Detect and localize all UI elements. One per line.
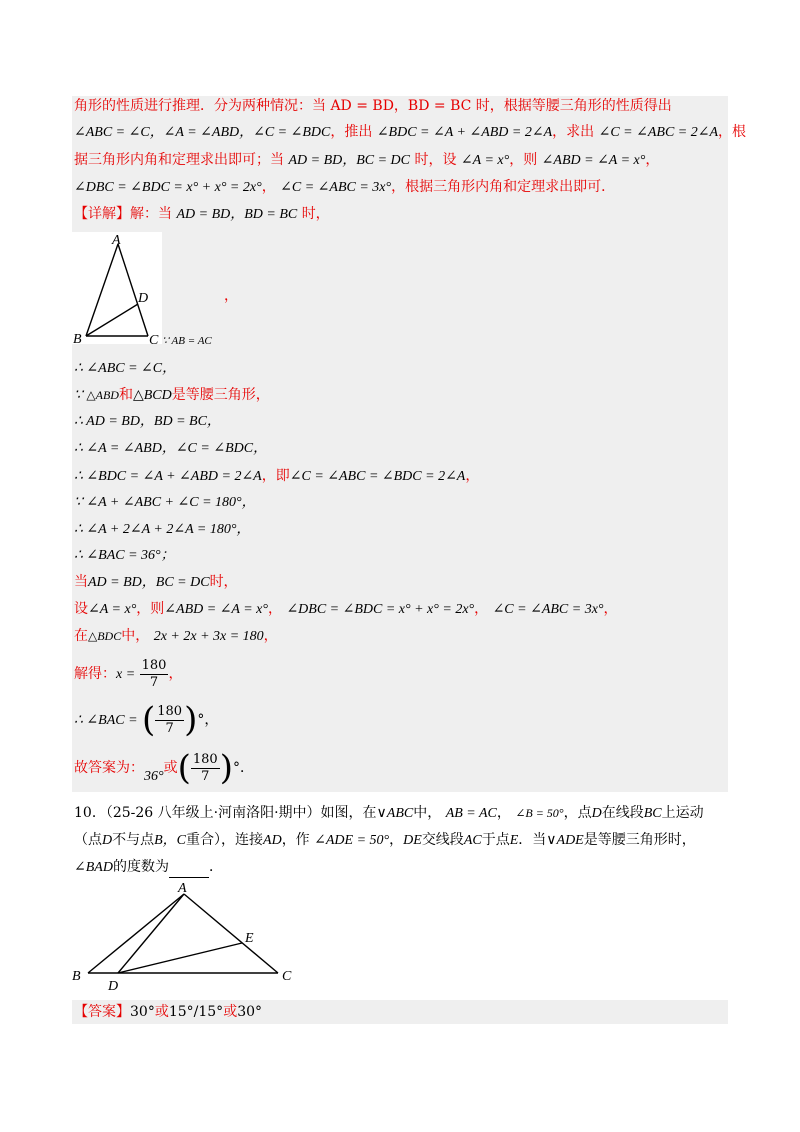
analysis-text: ，则 <box>509 152 538 168</box>
math-expr: ∴ ∠A = ∠ABD，∠C = ∠BDC， <box>74 441 268 456</box>
detail-text: ， <box>267 601 282 617</box>
detail-step-4 <box>74 438 267 459</box>
detail-text: 当 <box>74 574 88 590</box>
math-expr: AD = BD，BD = BC <box>176 207 298 222</box>
detail-text: 和 <box>118 387 133 403</box>
math-expr: ∴ ∠A + 2∠A + 2∠A = 180°， <box>74 522 251 537</box>
left-paren: ( <box>177 748 191 788</box>
figure-comma: ， <box>224 288 238 304</box>
answer-value: 15°/15° <box>168 1004 224 1020</box>
detail-text: 时， <box>301 206 330 222</box>
detail-text: ， <box>465 468 480 484</box>
question-text: ， <box>496 805 511 821</box>
math-expr: ∠ADE = 50° <box>314 833 390 848</box>
answer-text: 或 <box>154 1004 169 1020</box>
detail-text: ， <box>168 666 183 682</box>
detail-step-3 <box>74 411 221 432</box>
answer-value: 30° <box>237 1004 263 1020</box>
analysis-text: 据三角形内角和定理求出即可；当 <box>74 152 284 168</box>
math-expr: ∠BDC = ∠A + ∠ABD = 2∠A <box>376 125 553 140</box>
question-text: 交线段 <box>421 832 464 848</box>
detail-step-1 <box>74 358 176 379</box>
vertex-c-label: C <box>282 969 292 984</box>
math-expr: x = <box>116 667 136 682</box>
detail-text: 时， <box>209 574 238 590</box>
math-expr: ∠C = ∠ABC = 3x° <box>280 180 392 195</box>
left-paren: ( <box>141 700 156 740</box>
math-expr: °． <box>232 760 254 776</box>
question-text: 重合），连接 <box>186 832 264 848</box>
analysis-line-4 <box>74 177 615 198</box>
analysis-text: ，推出 <box>330 124 373 140</box>
segment-ad <box>118 894 184 973</box>
math-expr: ∵ ∠A + ∠ABC + ∠C = 180°， <box>74 495 256 510</box>
detail-step-11 <box>74 626 278 647</box>
analysis-line-2 <box>74 122 746 143</box>
fraction-180-7 <box>140 658 169 691</box>
fraction-denominator: 7 <box>149 674 159 690</box>
math-expr: ∠C = ∠ABC = 3x° <box>492 602 604 617</box>
math-expr: AC <box>463 833 482 848</box>
analysis-text: ，求出 <box>552 124 595 140</box>
math-expr: ∴ ∠ABC = ∠C， <box>74 361 177 376</box>
math-expr: ∴ ∠BAC = 36°； <box>74 548 175 563</box>
analysis-text: 时，设 <box>414 152 457 168</box>
detail-text: 中， <box>121 628 150 644</box>
detail-text: 故答案为： <box>74 760 144 776</box>
question-text: 在线段 <box>601 805 644 821</box>
math-expr: ∴ AD = BD，BD = BC， <box>74 414 221 429</box>
triangle-figure-1 <box>72 232 162 344</box>
detail-step-6 <box>74 492 256 513</box>
triangle-figure-2 <box>70 880 300 992</box>
detail-text: 在 <box>74 628 88 644</box>
detail-text: ，则 <box>136 601 165 617</box>
question-text: （点 <box>74 832 102 848</box>
analysis-text: ，根 <box>718 124 747 140</box>
question-text: ．当 <box>518 832 547 848</box>
detail-step-12 <box>74 656 182 693</box>
detail-text: 解得： <box>74 666 116 682</box>
math-expr: △ABD <box>86 388 119 402</box>
analysis-text: ， <box>645 152 660 168</box>
answer-text: 或 <box>223 1004 238 1020</box>
detail-label: 【详解】 <box>74 206 130 222</box>
vertex-c-label: C <box>149 333 159 344</box>
math-expr: 2x + 2x + 3x = 180 <box>153 629 264 644</box>
math-expr: E <box>509 833 519 848</box>
fraction-numerator: 180 <box>192 751 218 767</box>
side-ab <box>86 244 118 336</box>
math-expr: AD <box>263 833 282 848</box>
detail-text: 是等腰三角形， <box>171 387 270 403</box>
fraction-denominator: 7 <box>165 720 174 736</box>
detail-text: 或 <box>163 760 178 776</box>
math-expr: ∠DBC = ∠BDC = x° + x° = 2x° <box>286 602 475 617</box>
answer-value: 30° <box>130 1004 155 1020</box>
math-expr: ∨ABC <box>376 806 414 821</box>
detail-text: ， <box>263 628 278 644</box>
analysis-text: ， <box>261 179 276 195</box>
fraction-180-7 <box>155 704 184 737</box>
question-10-line-1 <box>74 803 704 824</box>
question-text: ，点 <box>563 805 592 821</box>
math-expr: ∠B = 50° <box>515 806 564 820</box>
math-expr: DE <box>403 833 422 848</box>
detail-step-7 <box>74 519 250 540</box>
math-expr: △BCD <box>132 388 172 403</box>
detail-text: 解：当 <box>130 206 172 222</box>
question-text: 于点 <box>481 832 510 848</box>
triangle-abc-diagram <box>72 232 162 344</box>
math-expr: ∵ <box>74 388 87 403</box>
math-expr: ∠C = ∠ABC = ∠BDC = 2∠A <box>289 469 466 484</box>
vertex-d-label: D <box>108 979 119 992</box>
because-ab-ac: ∵ AB = AC <box>162 335 212 347</box>
detail-step-10 <box>74 599 618 620</box>
answer-line <box>74 1002 262 1022</box>
detail-step-13 <box>74 700 218 741</box>
math-expr: °， <box>197 712 219 728</box>
math-expr: ∠DBC = ∠BDC = x° + x° = 2x° <box>74 180 262 195</box>
vertex-e-label: E <box>245 931 254 946</box>
question-10-line-3 <box>74 857 223 878</box>
side-ac <box>184 894 278 973</box>
vertex-d-label: D <box>138 291 149 306</box>
math-expr: ∠A = x° <box>460 153 510 168</box>
detail-text: ， <box>474 601 489 617</box>
math-expr: ∠BAD <box>74 860 113 875</box>
detail-text: ， <box>603 601 618 617</box>
question-text: ． <box>208 859 223 875</box>
math-expr: ∴ ∠BDC = ∠A + ∠ABD = 2∠A <box>74 469 262 484</box>
question-text: 是等腰三角形时， <box>583 832 696 848</box>
detail-step-8 <box>74 545 175 566</box>
math-expr: B，C <box>154 833 187 848</box>
math-expr: ∨ADE <box>546 833 584 848</box>
detail-step-9 <box>74 572 238 593</box>
detail-final-answer <box>74 748 254 789</box>
vertex-a-label: A <box>178 881 187 896</box>
segment-de <box>118 943 242 973</box>
question-text: 上运动 <box>661 805 704 821</box>
question-text: ， <box>389 832 404 848</box>
question-text: 中， <box>413 805 442 821</box>
math-expr: △BDC <box>88 629 122 643</box>
fraction-numerator: 180 <box>141 657 167 673</box>
math-expr: ∠A = x° <box>88 602 137 617</box>
detail-heading <box>74 204 330 225</box>
math-expr: ∠C = ∠ABC = 2∠A <box>598 125 719 140</box>
math-expr: AD = BD，BC = DC <box>288 153 411 168</box>
math-expr: ∠ABD = ∠A = x° <box>164 602 268 617</box>
fraction-denominator: 7 <box>201 768 210 784</box>
fraction-180-7 <box>191 752 220 785</box>
vertex-a-label: A <box>112 233 121 248</box>
detail-step-5 <box>74 466 479 487</box>
triangle-ade-diagram <box>70 880 300 992</box>
fraction-numerator: 180 <box>157 703 183 719</box>
question-text: 不与点 <box>112 832 155 848</box>
vertex-b-label: B <box>73 332 82 344</box>
math-expr: D <box>102 833 113 848</box>
math-expr: ∴ ∠BAC = <box>74 713 138 728</box>
answer-blank[interactable] <box>169 863 209 878</box>
detail-text: ，即 <box>261 468 290 484</box>
math-expr: D <box>591 806 602 821</box>
analysis-line-1 <box>74 96 672 116</box>
side-ac <box>118 244 148 336</box>
segment-bd <box>86 304 138 336</box>
math-expr: ∠ABD = ∠A = x° <box>541 153 646 168</box>
vertex-b-label: B <box>72 969 81 984</box>
right-paren: ) <box>219 748 233 788</box>
question-text: 10．（25-26 八年级上·河南洛阳·期中）如图，在 <box>74 805 377 821</box>
question-text: 的度数为 <box>112 859 169 875</box>
math-expr: AB = AC <box>445 806 497 821</box>
analysis-line-3 <box>74 150 659 171</box>
right-paren: ) <box>184 700 198 740</box>
analysis-text: ，根据三角形内角和定理求出即可． <box>391 179 616 195</box>
detail-text: 设 <box>74 601 88 617</box>
analysis-text: 角形的性质进行推理．分为两种情况：当 AD = BD，BD = BC 时，根据等腰三角形的性质得出 <box>74 98 672 114</box>
math-expr: BC <box>643 806 662 821</box>
math-expr: ∠ABC = ∠C，∠A = ∠ABD，∠C = ∠BDC <box>74 125 331 140</box>
answer-label: 【答案】 <box>74 1004 130 1020</box>
question-text: ，作 <box>281 832 310 848</box>
detail-step-2 <box>74 385 270 406</box>
math-expr: 36° <box>144 769 164 784</box>
question-10-line-2 <box>74 830 696 851</box>
math-expr: AD = BD，BC = DC <box>88 575 210 590</box>
